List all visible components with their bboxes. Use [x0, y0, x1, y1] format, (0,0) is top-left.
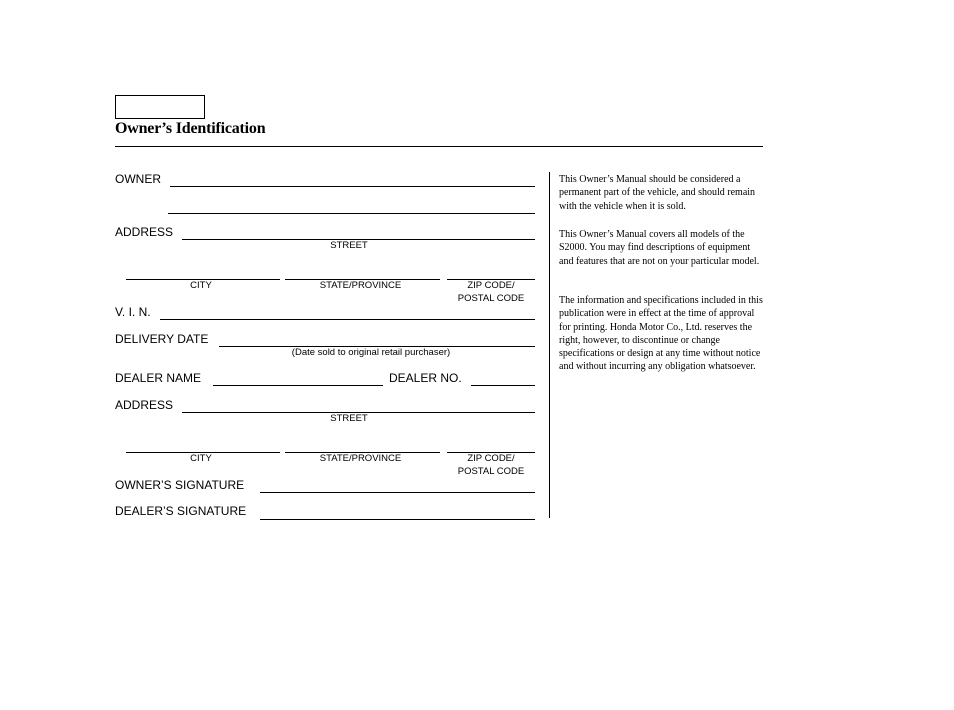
owner-signature-label: OWNER’S SIGNATURE — [115, 478, 245, 492]
owner-zip-caption-1: ZIP CODE/ — [467, 280, 515, 291]
owner-street-caption: STREET — [330, 240, 368, 251]
sidebar-paragraph-3: The information and specifications included in this publication were in effect at the time of approval for printing. Honda Motor Co., Ltd. reserves the right, however, to discontinue or change specifications or design at any time without notice and without incurring any obligation whatsoever. — [559, 295, 763, 373]
delivery-date-caption: (Date sold to original retail purchaser) — [291, 347, 451, 358]
owner-line[interactable] — [170, 186, 535, 187]
dealer-name-label: DEALER NAME — [115, 371, 202, 385]
vin-line[interactable] — [160, 319, 535, 320]
owner-address-label: ADDRESS — [115, 225, 174, 239]
dealer-street-caption: STREET — [330, 413, 368, 424]
dealer-no-line[interactable] — [471, 385, 535, 386]
vin-label: V. I. N. — [115, 305, 151, 319]
sidebar-paragraph-2: This Owner’s Manual covers all models of the S2000. You may find descriptions of equipment and features that are not on your particular model. — [559, 229, 760, 267]
owner-line-2[interactable] — [168, 213, 535, 214]
dealer-signature-label: DEALER’S SIGNATURE — [115, 504, 247, 518]
owner-signature-line[interactable] — [260, 492, 535, 493]
owner-state-caption: STATE/PROVINCE — [319, 280, 402, 291]
dealer-address-label: ADDRESS — [115, 398, 174, 412]
dealer-name-line[interactable] — [213, 385, 383, 386]
owner-zip-caption-2: POSTAL CODE — [457, 293, 525, 304]
dealer-no-label: DEALER NO. — [389, 371, 462, 385]
title-rule — [115, 146, 763, 147]
dealer-state-caption: STATE/PROVINCE — [319, 453, 402, 464]
owner-label: OWNER — [115, 172, 161, 186]
column-divider — [549, 172, 550, 518]
delivery-date-label: DELIVERY DATE — [115, 332, 209, 346]
section-tab-box — [115, 95, 205, 119]
dealer-zip-caption-1: ZIP CODE/ — [467, 453, 515, 464]
owner-city-caption: CITY — [190, 280, 212, 291]
dealer-zip-caption-2: POSTAL CODE — [457, 466, 525, 477]
sidebar-paragraph-1: This Owner’s Manual should be considered a permanent part of the vehicle, and should remain with the vehicle when it is sold. — [559, 174, 756, 212]
page-title: Owner’s Identification — [115, 120, 266, 137]
dealer-city-caption: CITY — [190, 453, 212, 464]
dealer-signature-line[interactable] — [260, 519, 535, 520]
